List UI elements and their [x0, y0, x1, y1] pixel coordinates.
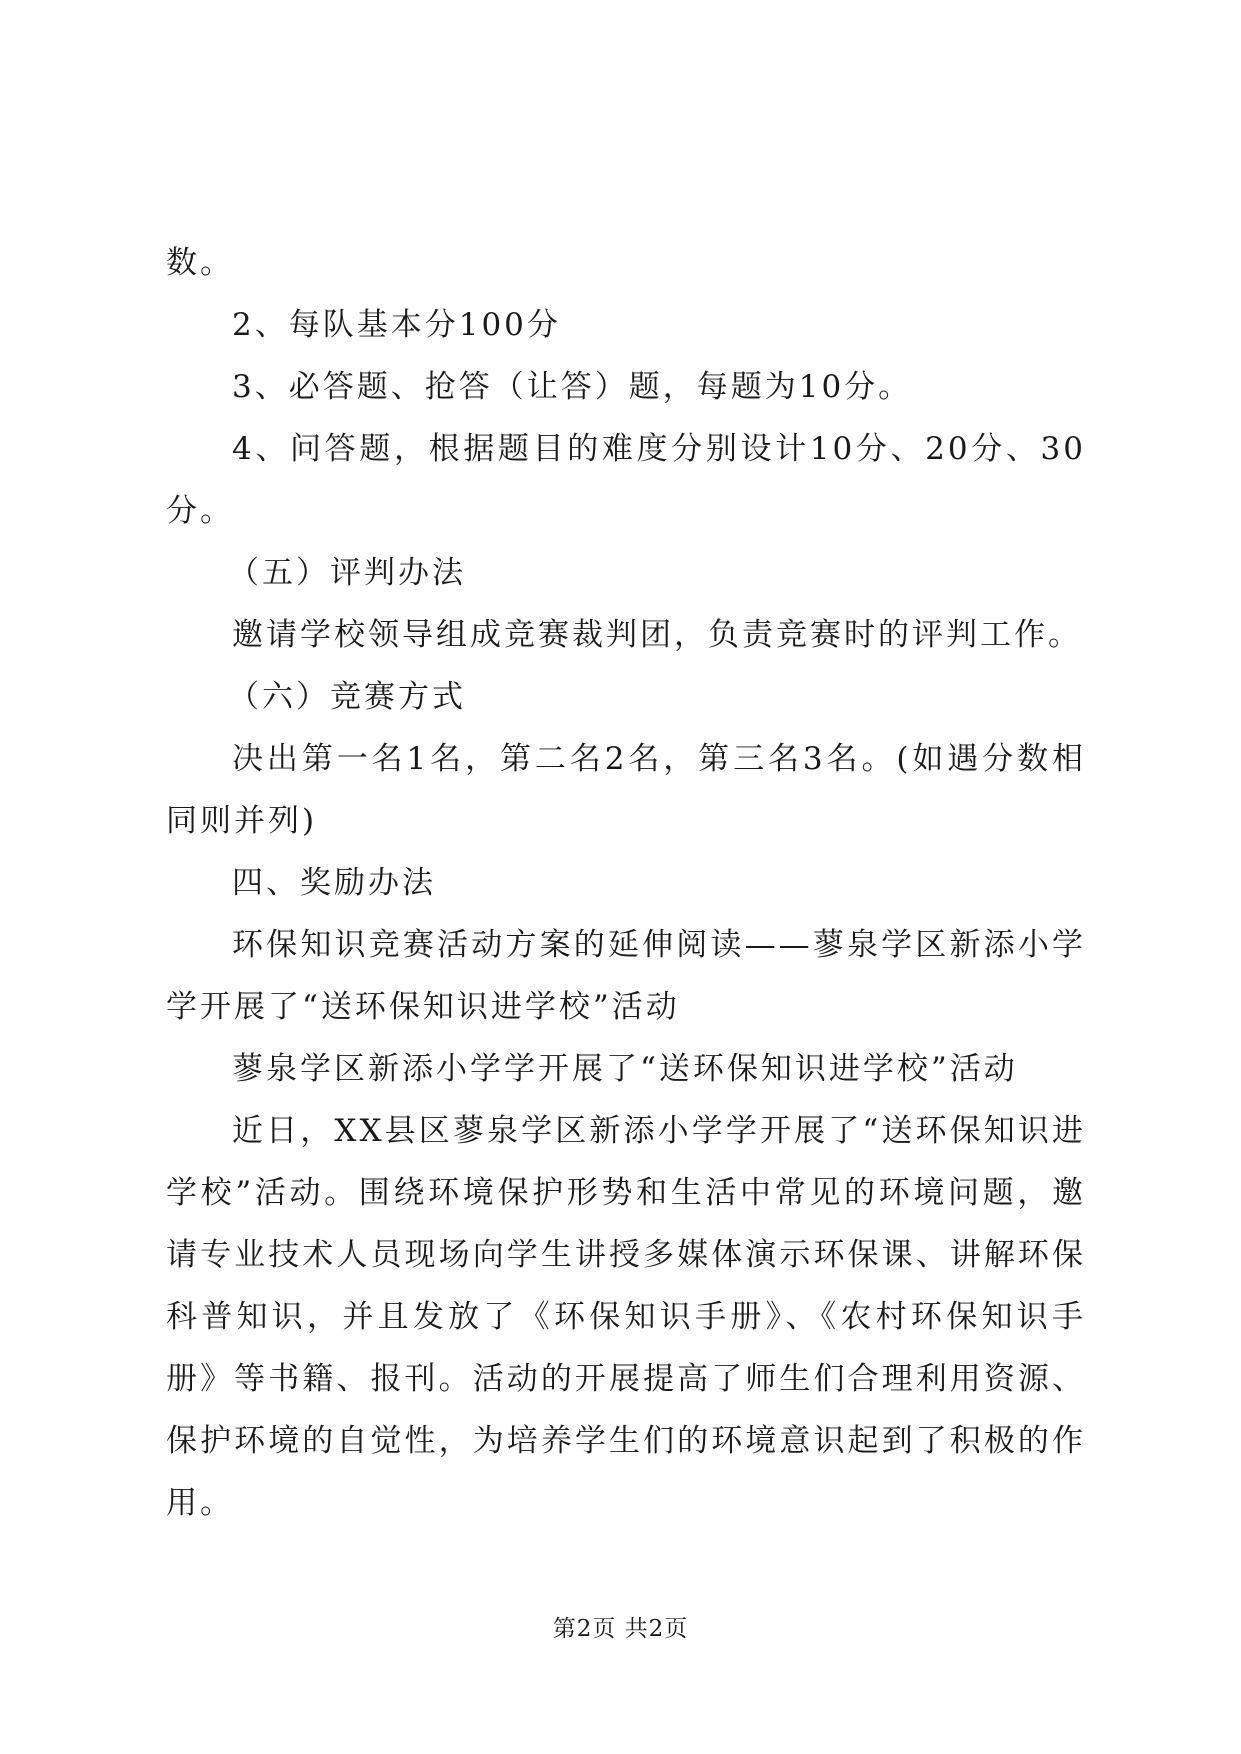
- paragraph-article-title: 蓼泉学区新添小学学开展了“送环保知识进学校”活动: [232, 1051, 1018, 1087]
- section-heading-method: （六）竞赛方式: [228, 679, 466, 715]
- paragraph-scoring-base: 2、每队基本分100分: [232, 307, 561, 343]
- paragraph-scoring-required: 3、必答题、抢答（让答）题，每题为10分。: [232, 369, 913, 405]
- paragraph-method: 决出第一名1名，第二名2名，第三名3名。(如遇分数相同则并列): [166, 741, 1086, 839]
- document-body: [166, 232, 1086, 1534]
- page-number-footer: 第2页 共2页: [552, 1616, 689, 1642]
- paragraph-article-body: 近日，XX县区蓼泉学区新添小学学开展了“送环保知识进学校”活动。围绕环境保护形势和生活中常见的环境问题，邀请专业技术人员现场向学生讲授多媒体演示环保课、讲解环保科普知识，并且发放了《环保知识手册》、《农村环保知识手册》等书籍、报刊。活动的开展提高了师生们合理利用资源、保护环境的自觉性，为培养学生们的环境意识起到了积极的作用。: [166, 1113, 1086, 1521]
- section-heading-rewards: 四、奖励办法: [232, 865, 436, 901]
- paragraph-continuation: 数。: [166, 245, 234, 281]
- paragraph-extended-reading: 环保知识竞赛活动方案的延伸阅读——蓼泉学区新添小学学开展了“送环保知识进学校”活动: [166, 927, 1086, 1025]
- paragraph-scoring-questions: 4、问答题，根据题目的难度分别设计10分、20分、30分。: [166, 431, 1086, 529]
- paragraph-judging: 邀请学校领导组成竞赛裁判团，负责竞赛时的评判工作。: [232, 617, 1082, 653]
- section-heading-judging: （五）评判办法: [228, 555, 466, 591]
